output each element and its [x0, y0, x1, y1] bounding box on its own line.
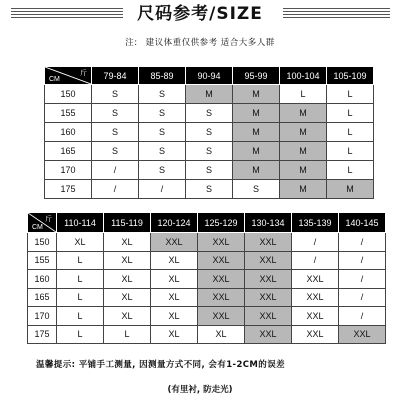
size-cell: L: [327, 123, 374, 142]
size-cell: S: [186, 180, 233, 199]
size-cell: M: [327, 180, 374, 199]
size-cell: M: [233, 123, 280, 142]
height-cell: 175: [28, 325, 57, 344]
height-cell: 165: [45, 142, 92, 161]
height-cell: 165: [28, 288, 57, 307]
height-unit-label: CM: [49, 76, 60, 83]
size-cell: L: [280, 85, 327, 104]
size-cell: S: [139, 104, 186, 123]
height-cell: 170: [28, 307, 57, 326]
note-text: 建议体重仅供参考 适合大多人群: [145, 38, 275, 48]
size-cell: XXL: [292, 307, 339, 326]
size-cell: XXL: [198, 288, 245, 307]
size-cell: M: [233, 104, 280, 123]
table-row: [45, 85, 374, 104]
size-cell: S: [186, 142, 233, 161]
size-cell: XL: [104, 307, 151, 326]
table-row: [28, 251, 386, 270]
weight-unit-label: 斤: [45, 216, 52, 223]
table-row: [45, 104, 374, 123]
size-cell: S: [92, 104, 139, 123]
height-cell: 155: [28, 251, 57, 270]
size-cell: /: [292, 251, 339, 270]
note-key: 注:: [125, 38, 138, 48]
weight-column-header: 95-99: [233, 67, 280, 85]
size-cell: S: [92, 85, 139, 104]
table-header-row: [45, 67, 374, 85]
title-row: [0, 0, 400, 30]
size-cell: XXL: [151, 233, 198, 252]
weight-note: [0, 36, 400, 48]
table-row: [45, 123, 374, 142]
height-cell: 155: [45, 104, 92, 123]
size-cell: XXL: [292, 288, 339, 307]
size-cell: XXL: [245, 288, 292, 307]
size-cell: XXL: [245, 251, 292, 270]
size-cell: XXL: [245, 307, 292, 326]
size-cell: S: [186, 123, 233, 142]
size-cell: /: [92, 161, 139, 180]
height-cell: 170: [45, 161, 92, 180]
page-title: 尺码参考/SIZE: [137, 4, 263, 24]
size-cell: M: [233, 85, 280, 104]
size-cell: M: [280, 161, 327, 180]
size-cell: /: [339, 251, 386, 270]
size-cell: S: [139, 123, 186, 142]
size-cell: XXL: [245, 325, 292, 344]
weight-column-header: 140-145: [339, 213, 386, 233]
table-row: [28, 270, 386, 289]
weight-column-header: 85-89: [139, 67, 186, 85]
size-cell: XXL: [198, 251, 245, 270]
weight-column-header: 120-124: [151, 213, 198, 233]
size-cell: L: [104, 325, 151, 344]
table-row: [28, 325, 386, 344]
size-cell: XL: [151, 307, 198, 326]
header-corner-cell: [45, 67, 92, 85]
footer-note: (有里衬, 防走光): [167, 385, 233, 395]
size-cell: XL: [151, 270, 198, 289]
table-header-row: [28, 213, 386, 233]
size-cell: /: [339, 288, 386, 307]
weight-column-header: 105-109: [327, 67, 374, 85]
table-row: [28, 307, 386, 326]
size-cell: S: [139, 85, 186, 104]
header-corner-cell: [28, 213, 57, 233]
size-cell: XL: [104, 270, 151, 289]
size-cell: S: [92, 142, 139, 161]
size-cell: L: [57, 288, 104, 307]
size-cell: L: [327, 161, 374, 180]
table-row: [28, 288, 386, 307]
size-cell: M: [280, 104, 327, 123]
size-cell: XXL: [245, 233, 292, 252]
table-row: [45, 180, 374, 199]
weight-column-header: 110-114: [57, 213, 104, 233]
size-cell: XXL: [198, 270, 245, 289]
weight-column-header: 125-129: [198, 213, 245, 233]
size-cell: /: [292, 233, 339, 252]
size-cell: XXL: [198, 307, 245, 326]
size-cell: M: [280, 123, 327, 142]
size-cell: M: [280, 142, 327, 161]
size-cell: M: [280, 180, 327, 199]
size-cell: XL: [151, 251, 198, 270]
size-cell: XXL: [339, 325, 386, 344]
size-cell: XL: [57, 233, 104, 252]
size-cell: XL: [151, 288, 198, 307]
size-cell: L: [327, 85, 374, 104]
height-cell: 160: [45, 123, 92, 142]
size-cell: L: [57, 307, 104, 326]
weight-unit-label: 斤: [80, 70, 87, 77]
size-cell: L: [327, 142, 374, 161]
size-cell: /: [92, 180, 139, 199]
weight-column-header: 135-139: [292, 213, 339, 233]
weight-column-header: 115-119: [104, 213, 151, 233]
size-cell: XL: [104, 233, 151, 252]
size-cell: S: [139, 161, 186, 180]
weight-column-header: 100-104: [280, 67, 327, 85]
size-cell: XXL: [245, 270, 292, 289]
size-cell: M: [233, 161, 280, 180]
weight-column-header: 90-94: [186, 67, 233, 85]
table-row: [28, 233, 386, 252]
height-cell: 175: [45, 180, 92, 199]
size-table-large: [27, 212, 386, 344]
size-cell: XL: [198, 325, 245, 344]
size-table-small: [44, 66, 374, 199]
size-cell: M: [233, 142, 280, 161]
size-cell: L: [57, 270, 104, 289]
table-row: [45, 142, 374, 161]
weight-column-header: 130-134: [245, 213, 292, 233]
size-cell: XXL: [198, 233, 245, 252]
size-cell: /: [339, 270, 386, 289]
size-cell: XXL: [292, 270, 339, 289]
size-cell: S: [186, 161, 233, 180]
size-cell: S: [139, 142, 186, 161]
height-cell: 160: [28, 270, 57, 289]
table-row: [45, 161, 374, 180]
size-cell: L: [57, 325, 104, 344]
measurement-tip: 温馨提示: 平铺手工测量, 因测量方式不同, 会有1-2CM的误差: [36, 360, 285, 370]
size-cell: XXL: [292, 325, 339, 344]
size-cell: M: [186, 85, 233, 104]
size-cell: XL: [151, 325, 198, 344]
size-cell: XL: [104, 251, 151, 270]
size-cell: S: [233, 180, 280, 199]
size-cell: /: [339, 233, 386, 252]
height-unit-label: CM: [32, 224, 43, 231]
size-cell: /: [139, 180, 186, 199]
size-cell: S: [92, 123, 139, 142]
size-cell: L: [327, 104, 374, 123]
size-cell: XL: [104, 288, 151, 307]
height-cell: 150: [45, 85, 92, 104]
size-cell: /: [339, 307, 386, 326]
size-cell: S: [186, 104, 233, 123]
size-cell: L: [57, 251, 104, 270]
weight-column-header: 79-84: [92, 67, 139, 85]
height-cell: 150: [28, 233, 57, 252]
